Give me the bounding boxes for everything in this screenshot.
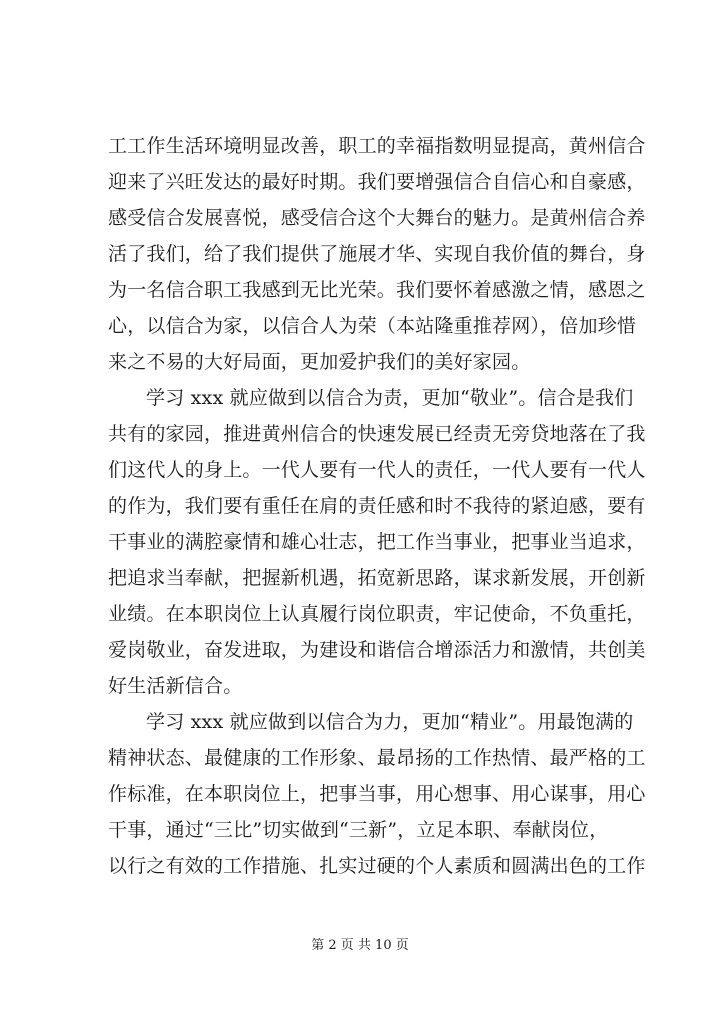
text-line: 把追求当奉献，把握新机遇，拓宽新思路，谋求新发展，开创新 [108,567,646,589]
text-line: 爱岗敬业，奋发进取，为建设和谐信合增添活力和激情，共创美 [108,639,646,661]
paragraph-start-line: 学习 xxx 就应做到以信合为责，更加“敬业”。信合是我们 [146,387,634,409]
paragraph-start-line: 学习 xxx 就应做到以信合为力，更加“精业”。用最饱满的 [146,711,634,733]
text-line: 业绩。在本职岗位上认真履行岗位职责，牢记使命，不负重托， [108,603,646,625]
body-text [108,128,648,884]
text-line: 工工作生活环境明显改善，职工的幸福指数明显提高，黄州信合 [108,135,646,157]
text-line: 来之不易的大好局面，更加爱护我们的美好家园。 [108,351,531,373]
text-line: 心，以信合为家，以信合人为荣（本站隆重推荐网），倍加珍惜 [108,315,637,337]
text-line: 的作为，我们要有重任在肩的责任感和时不我待的紧迫感，要有 [108,495,646,517]
text-line: 为一名信合职工我感到无比光荣。我们要怀着感激之情，感恩之 [108,279,646,301]
text-line: 作标准，在本职岗位上，把事当事，用心想事、用心谋事，用心 [108,783,646,805]
text-line: 干事业的满腔豪情和雄心壮志，把工作当事业，把事业当追求， [108,531,646,553]
text-line: 迎来了兴旺发达的最好时期。我们要增强信合自信心和自豪感， [108,171,646,193]
text-line: 共有的家园，推进黄州信合的快速发展已经责无旁贷地落在了我 [108,423,646,445]
text-line: 们这代人的身上。一代人要有一代人的责任，一代人要有一代人 [108,459,646,481]
text-line: 感受信合发展喜悦，感受信合这个大舞台的魅力。是黄州信合养 [108,207,646,229]
page-number-footer: 第 2 页 共 10 页 [311,938,409,953]
text-line: 活了我们，给了我们提供了施展才华、实现自我价值的舞台，身 [108,243,646,265]
text-line: 干事，通过“三比”切实做到“三新”，立足本职、奉献岗位， [108,819,609,841]
text-line: 以行之有效的工作措施、扎实过硬的个人素质和圆满出色的工作 [108,855,646,877]
text-line: 好生活新信合。 [108,675,243,697]
text-line: 精神状态、最健康的工作形象、最昂扬的工作热情、最严格的工 [108,747,646,769]
